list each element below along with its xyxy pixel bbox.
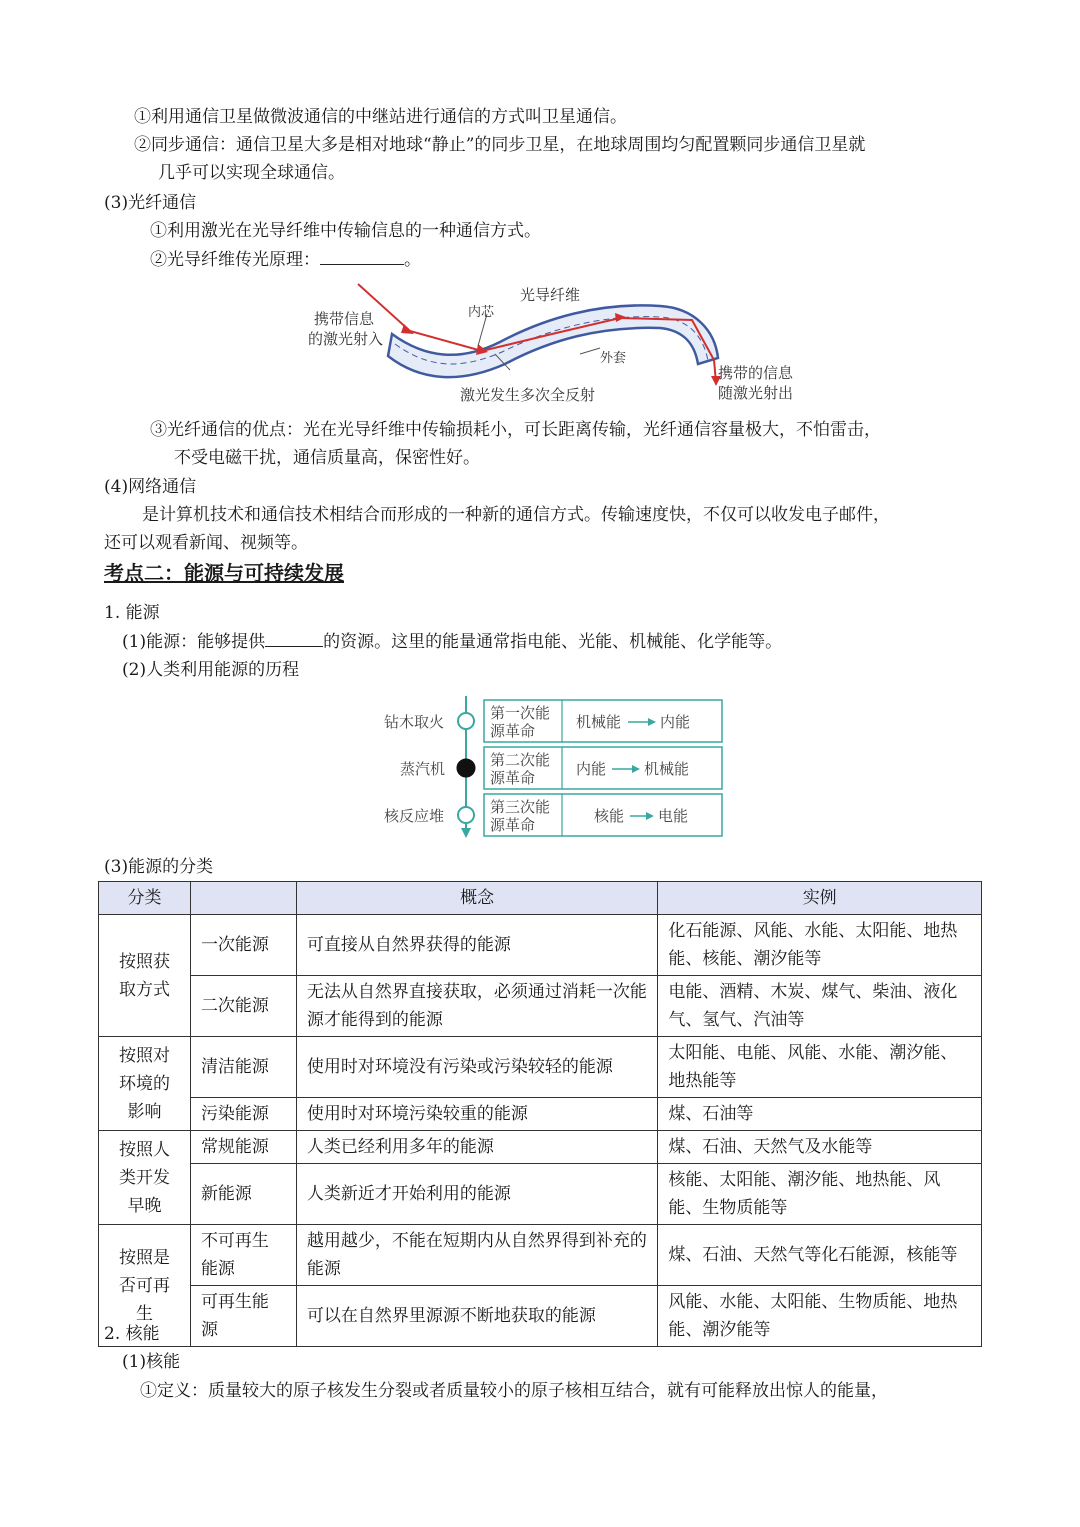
- revolution-label: 第三次能: [490, 798, 551, 816]
- text-line: (3)能源的分类: [104, 857, 214, 877]
- examples-cell: 煤、石油等: [658, 1098, 982, 1131]
- text-line: ②同步通信：通信卫星大多是相对地球“静止”的同步卫星，在地球周围均匀配置颗同步通信卫星就: [134, 135, 866, 155]
- arrow-icon: [461, 828, 471, 838]
- text-line: 1. 能源: [104, 603, 160, 623]
- category-cell: 按照对环境的影响: [99, 1037, 191, 1131]
- text-line: [150, 246, 421, 274]
- type-cell: 清洁能源: [190, 1037, 296, 1098]
- text-segment: 。: [404, 250, 421, 270]
- examples-cell: 化石能源、风能、水能、太阳能、地热能、核能、潮汐能等: [658, 915, 982, 976]
- timeline-node: [458, 713, 474, 729]
- table-header-row: [99, 882, 982, 915]
- text-line: (1)核能: [122, 1352, 181, 1372]
- energy-to: 电能: [658, 807, 689, 825]
- label-cladding: 外套: [600, 351, 627, 366]
- table-row: [99, 976, 982, 1037]
- examples-cell: 电能、酒精、木炭、煤气、柴油、液化气、氢气、汽油等: [658, 976, 982, 1037]
- revolution-label: 源革命: [490, 769, 536, 787]
- text-line: ①利用通信卫星做微波通信的中继站进行通信的方式叫卫星通信。: [134, 107, 627, 127]
- energy-to: 机械能: [644, 760, 690, 778]
- section-heading: 考点二：能源与可持续发展: [104, 561, 344, 585]
- text-line: 不受电磁干扰，通信质量高，保密性好。: [174, 448, 480, 468]
- type-cell: 一次能源: [190, 915, 296, 976]
- examples-cell: 煤、石油、天然气等化石能源，核能等: [658, 1225, 982, 1286]
- examples-cell: 风能、水能、太阳能、生物质能、地热能、潮汐能等: [658, 1286, 982, 1347]
- text-line: [122, 628, 782, 656]
- category-cell: 按照是否可再生: [99, 1225, 191, 1347]
- timeline-event: 核反应堆: [384, 807, 445, 825]
- timeline-row: [400, 747, 722, 789]
- fill-in-blank: [320, 246, 404, 265]
- table-row: [99, 1037, 982, 1098]
- type-cell: 新能源: [190, 1164, 296, 1225]
- text-line: (4)网络通信: [104, 477, 197, 497]
- table-row: [99, 1225, 982, 1286]
- timeline-event: 蒸汽机: [400, 760, 446, 778]
- text-line: ③光纤通信的优点：光在光导纤维中传输损耗小，可长距离传输，光纤通信容量极大，不怕雷击，: [150, 420, 881, 440]
- examples-cell: 煤、石油、天然气及水能等: [658, 1131, 982, 1164]
- timeline-row: [384, 794, 722, 836]
- table-row: [99, 1164, 982, 1225]
- text-segment: 的资源。这里的能量通常指电能、光能、机械能、化学能等。: [323, 632, 783, 652]
- text-segment: ②光导纤维传光原理：: [150, 250, 320, 270]
- examples-cell: 太阳能、电能、风能、水能、潮汐能、地热能等: [658, 1037, 982, 1098]
- fill-in-blank: [265, 628, 323, 647]
- type-cell: 不可再生能源: [190, 1225, 296, 1286]
- label-laser-in-2: 的激光射入: [308, 330, 384, 348]
- text-line: ①定义：质量较大的原子核发生分裂或者质量较小的原子核相互结合，就有可能释放出惊人的能量，: [140, 1381, 888, 1401]
- examples-cell: 核能、太阳能、潮汐能、地热能、风能、生物质能等: [658, 1164, 982, 1225]
- text-line: ①利用激光在光导纤维中传输信息的一种通信方式。: [150, 221, 541, 241]
- energy-classification-table: [98, 881, 982, 1347]
- table-row: [99, 1098, 982, 1131]
- revolution-label: 第一次能: [490, 704, 551, 722]
- category-cell: 按照人类开发早晚: [99, 1131, 191, 1225]
- text-line: 是计算机技术和通信技术相结合而形成的一种新的通信方式。传输速度快，不仅可以收发电子邮件，: [142, 505, 890, 525]
- fiber-optic-diagram: [300, 276, 820, 412]
- timeline-row: [384, 700, 722, 742]
- type-cell: 可再生能源: [190, 1286, 296, 1347]
- category-cell: 按照获取方式: [99, 915, 191, 1037]
- text-segment: (1)能源：能够提供: [122, 632, 266, 652]
- label-laser-in-1: 携带信息: [314, 310, 375, 328]
- table-header: [190, 882, 296, 915]
- concept-cell: 人类新近才开始利用的能源: [296, 1164, 658, 1225]
- timeline-event: 钻木取火: [384, 713, 445, 731]
- leader-line: [580, 348, 600, 354]
- type-cell: 污染能源: [190, 1098, 296, 1131]
- concept-cell: 人类已经利用多年的能源: [296, 1131, 658, 1164]
- energy-from: 内能: [576, 760, 607, 778]
- table-header: 实例: [658, 882, 982, 915]
- revolution-label: 源革命: [490, 816, 536, 834]
- fiber-cable: [388, 305, 718, 377]
- text-line: 还可以观看新闻、视频等。: [104, 533, 308, 553]
- energy-timeline-diagram: [372, 692, 732, 842]
- type-cell: 常规能源: [190, 1131, 296, 1164]
- concept-cell: 可以在自然界里源源不断地获取的能源: [296, 1286, 658, 1347]
- concept-cell: 使用时对环境污染较重的能源: [296, 1098, 658, 1131]
- text-line: 几乎可以实现全球通信。: [158, 163, 345, 183]
- revolution-label: 源革命: [490, 722, 536, 740]
- concept-cell: 可直接从自然界获得的能源: [296, 915, 658, 976]
- table-header: 概念: [296, 882, 658, 915]
- table-row: [99, 915, 982, 976]
- timeline-node: [458, 807, 474, 823]
- text-line: 2. 核能: [104, 1324, 160, 1344]
- concept-cell: 无法从自然界直接获取，必须通过消耗一次能源才能得到的能源: [296, 976, 658, 1037]
- label-reflection: 激光发生多次全反射: [460, 386, 596, 404]
- energy-to: 内能: [660, 713, 691, 731]
- revolution-label: 第二次能: [490, 751, 551, 769]
- label-core: 内芯: [468, 305, 495, 320]
- label-laser-out-1: 携带的信息: [718, 364, 794, 382]
- table-row: [99, 1131, 982, 1164]
- label-laser-out-2: 随激光射出: [718, 384, 794, 402]
- timeline-node: [457, 759, 475, 777]
- energy-from: 机械能: [576, 713, 622, 731]
- energy-from: 核能: [594, 807, 625, 825]
- text-line: (2)人类利用能源的历程: [122, 660, 300, 680]
- type-cell: 二次能源: [190, 976, 296, 1037]
- concept-cell: 使用时对环境没有污染或污染较轻的能源: [296, 1037, 658, 1098]
- table-row: [99, 1286, 982, 1347]
- label-fiber: 光导纤维: [520, 286, 581, 304]
- text-line: (3)光纤通信: [104, 193, 197, 213]
- concept-cell: 越用越少，不能在短期内从自然界得到补充的能源: [296, 1225, 658, 1286]
- table-header: 分类: [99, 882, 191, 915]
